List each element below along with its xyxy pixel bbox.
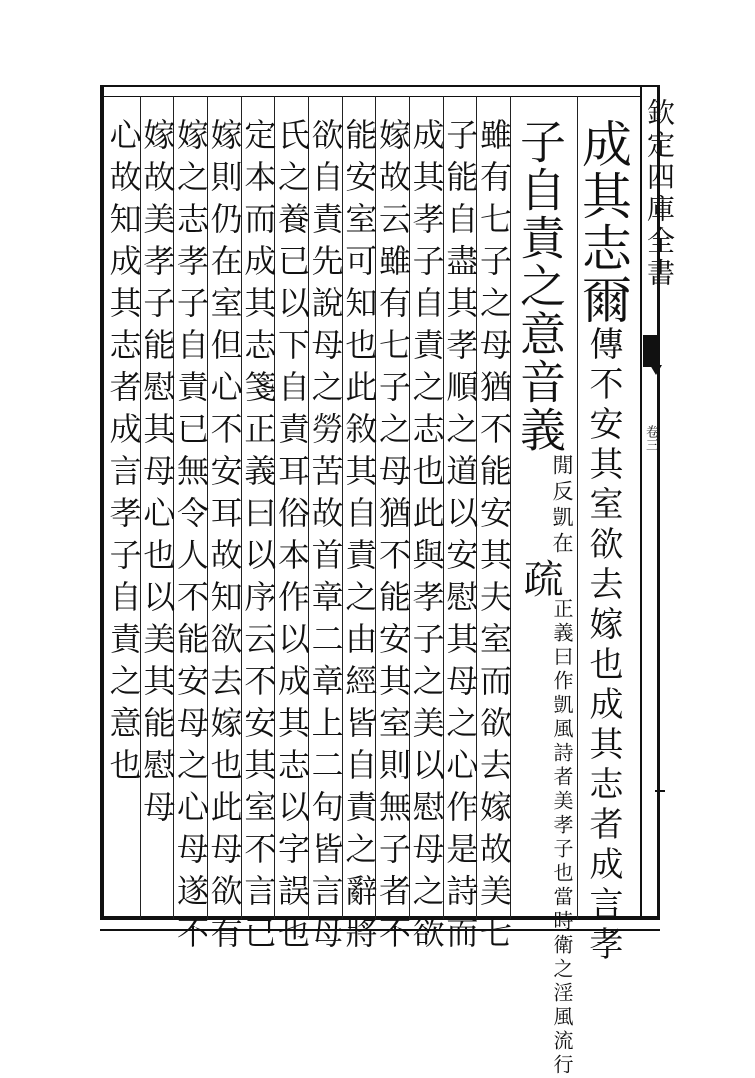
text-column-6: 嫁故云雖有七子之母猶不能安其室則無子者不 (373, 118, 412, 958)
text-column-8: 欲自責先說母之勞苦故首章二章上二句皆言母 (306, 118, 345, 958)
juan-label: 卷三 (643, 425, 658, 451)
edge-tick (655, 790, 665, 792)
text-column-2 (513, 118, 574, 1078)
interlinear-note (551, 598, 573, 1078)
text-column-1 (574, 118, 639, 966)
text-column-5: 成其孝子自責之志也此與孝子之美以慰母之欲 (407, 118, 446, 958)
note-line: 凱在 (550, 506, 574, 558)
column-rule (577, 96, 578, 919)
margin-band-rule (640, 85, 642, 920)
section-marker: 疏 (517, 558, 563, 598)
text-column-7: 能安室可知也此敘其自責之由經皆自責之辭將 (340, 118, 379, 958)
text-column-4: 子能自盡其孝順之道以安慰其母之心作是詩而 (441, 118, 480, 958)
note-line: 閒反 (550, 454, 574, 506)
text-column-13: 嫁故美孝子能慰其母心也以美其能慰母 (138, 118, 177, 832)
text-column-12: 嫁之志孝子自責已無令人不能安母之心母遂不 (171, 118, 210, 958)
text-column-11: 嫁則仍在室但心不安耳故知欲去嫁也此母欲有 (205, 118, 244, 958)
fold-arrow-icon (650, 365, 662, 375)
book-title: 欽定四庫全書 (643, 98, 676, 290)
text-column-10: 定本而成其志箋正義曰以序云不安其室不言已 (239, 118, 278, 958)
text-column-14: 心故知成其志者成言孝子自責之意也 (104, 118, 143, 790)
interlinear-note (551, 454, 573, 558)
frame-top-rule (100, 96, 640, 97)
text-column-3: 雖有七子之母猶不能安其夫室而欲去嫁故美七 (474, 118, 513, 958)
commentary-text: 傳不安其室欲去嫁也成其志者成言孝 (583, 326, 623, 966)
fold-mark-icon (643, 335, 657, 367)
text-column-9: 氏之養已以下自責耳俗本作以成其志以字誤也 (272, 118, 311, 958)
main-text: 成其志爾 (574, 118, 632, 326)
note-line: 正義曰作凱風詩者美孝子也當時衛之淫風流行 (550, 598, 574, 1078)
main-text: 子自責之意音義 (513, 118, 567, 454)
